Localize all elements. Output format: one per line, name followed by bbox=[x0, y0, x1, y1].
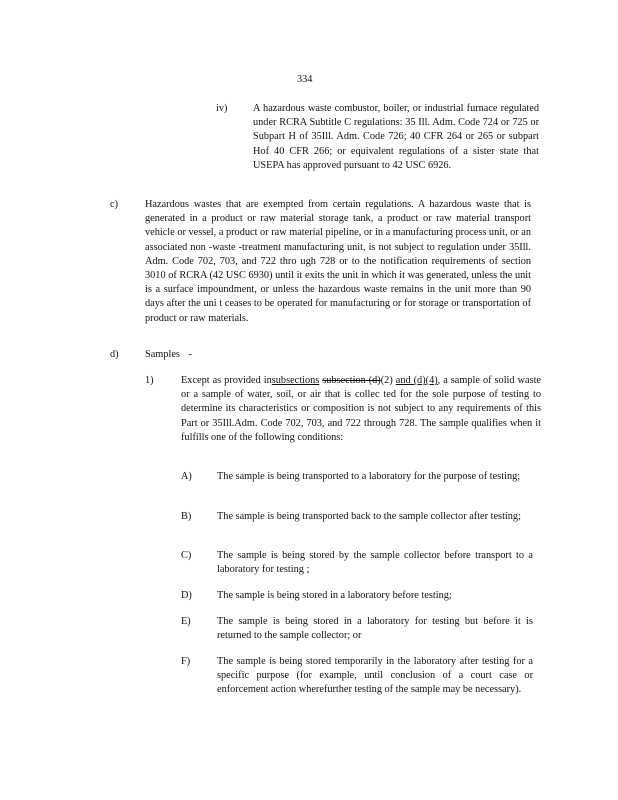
condition-e-text: The sample is being stored in a laboratory for testing but before it is returned to the sample collector; or bbox=[217, 616, 533, 642]
item-d1-inserted-2: and (d)(4) bbox=[395, 375, 438, 386]
condition-f-text: The sample is being stored temporarily in the laboratory after testing for a specific purpose (for example, until conclusion of a court case or enforcement action wherefurther testing of the sample may be necessary). bbox=[217, 656, 533, 696]
item-d1-inserted: subsections bbox=[271, 375, 320, 386]
condition-b-text: The sample is being transported back to the sample collector after testing; bbox=[217, 511, 521, 522]
condition-d-label: D) bbox=[181, 590, 192, 601]
item-d-heading bbox=[145, 348, 192, 362]
item-d-heading-mark: - bbox=[188, 349, 192, 360]
item-d-heading-text: Samples bbox=[145, 349, 180, 360]
item-c-text: Hazardous wastes that are exempted from certain regulations. A hazardous waste that is generated in a product or raw material storage tank, a product or raw material transport vehicle or vessel, a product or raw material pipeline, or in a manufacturing process unit, or an associated non -waste -treatment manufacturing unit, is not subject to regulation under 35Ill. Adm. Code 702, 703, and 722 thro ugh 728 or to the notification requirements of section 3010 of RCRA (42 USC 6930) until it exits the unit in which it was generated, unless the unit is a surface impoundment, or unless the hazardous waste remains in the unit more than 90 days after the uni t ceases to be operated for manufacturing or for storage or transportation of product or raw materials. bbox=[145, 199, 531, 324]
item-d1-text bbox=[181, 374, 541, 445]
condition-a-text: The sample is being transported to a laboratory for the purpose of testing; bbox=[217, 471, 521, 482]
condition-b-label: B) bbox=[181, 511, 192, 522]
condition-c-text: The sample is being stored by the sample collector before transport to a laboratory for testing ; bbox=[217, 550, 533, 576]
item-d1-post1: (2) bbox=[380, 375, 393, 386]
item-d1-deleted: subsection (d) bbox=[322, 375, 381, 386]
item-c-label: c) bbox=[110, 199, 118, 210]
item-d1-post2: , a sample of solid waste or a sample of water, soil, or air that is collec ted for the sole purpose of testing to determine its characteristics or composition is not subject to any requirements of this Part or 35Ill.Adm. Code 702, 703, and 722 through 728. The sample qualifies when it fulfills one of the following conditions: bbox=[181, 375, 542, 443]
condition-f-label: F) bbox=[181, 656, 191, 667]
item-d1-pre: Except as provided in bbox=[181, 375, 272, 386]
item-d-label: d) bbox=[110, 349, 119, 360]
item-d1-label: 1) bbox=[145, 375, 154, 386]
item-iv-text: A hazardous waste combustor, boiler, or industrial furnace regulated under RCRA Subtitle C regulations: 35 Ill. Adm. Code 724 or 725 or Subpart H of 35Ill. Adm. Code 726; 40 CFR 264 or 265 or subpart Hof 40 CFR 266; or equivalent regulations of a sister state that USEPA has approved pursuant to 42 USC 6926. bbox=[253, 103, 539, 171]
page-number: 334 bbox=[297, 74, 313, 85]
condition-a-label: A) bbox=[181, 471, 192, 482]
condition-d-text: The sample is being stored in a laboratory before testing; bbox=[217, 590, 452, 601]
item-iv-label: iv) bbox=[216, 103, 228, 114]
condition-c-label: C) bbox=[181, 550, 192, 561]
condition-e-label: E) bbox=[181, 616, 191, 627]
